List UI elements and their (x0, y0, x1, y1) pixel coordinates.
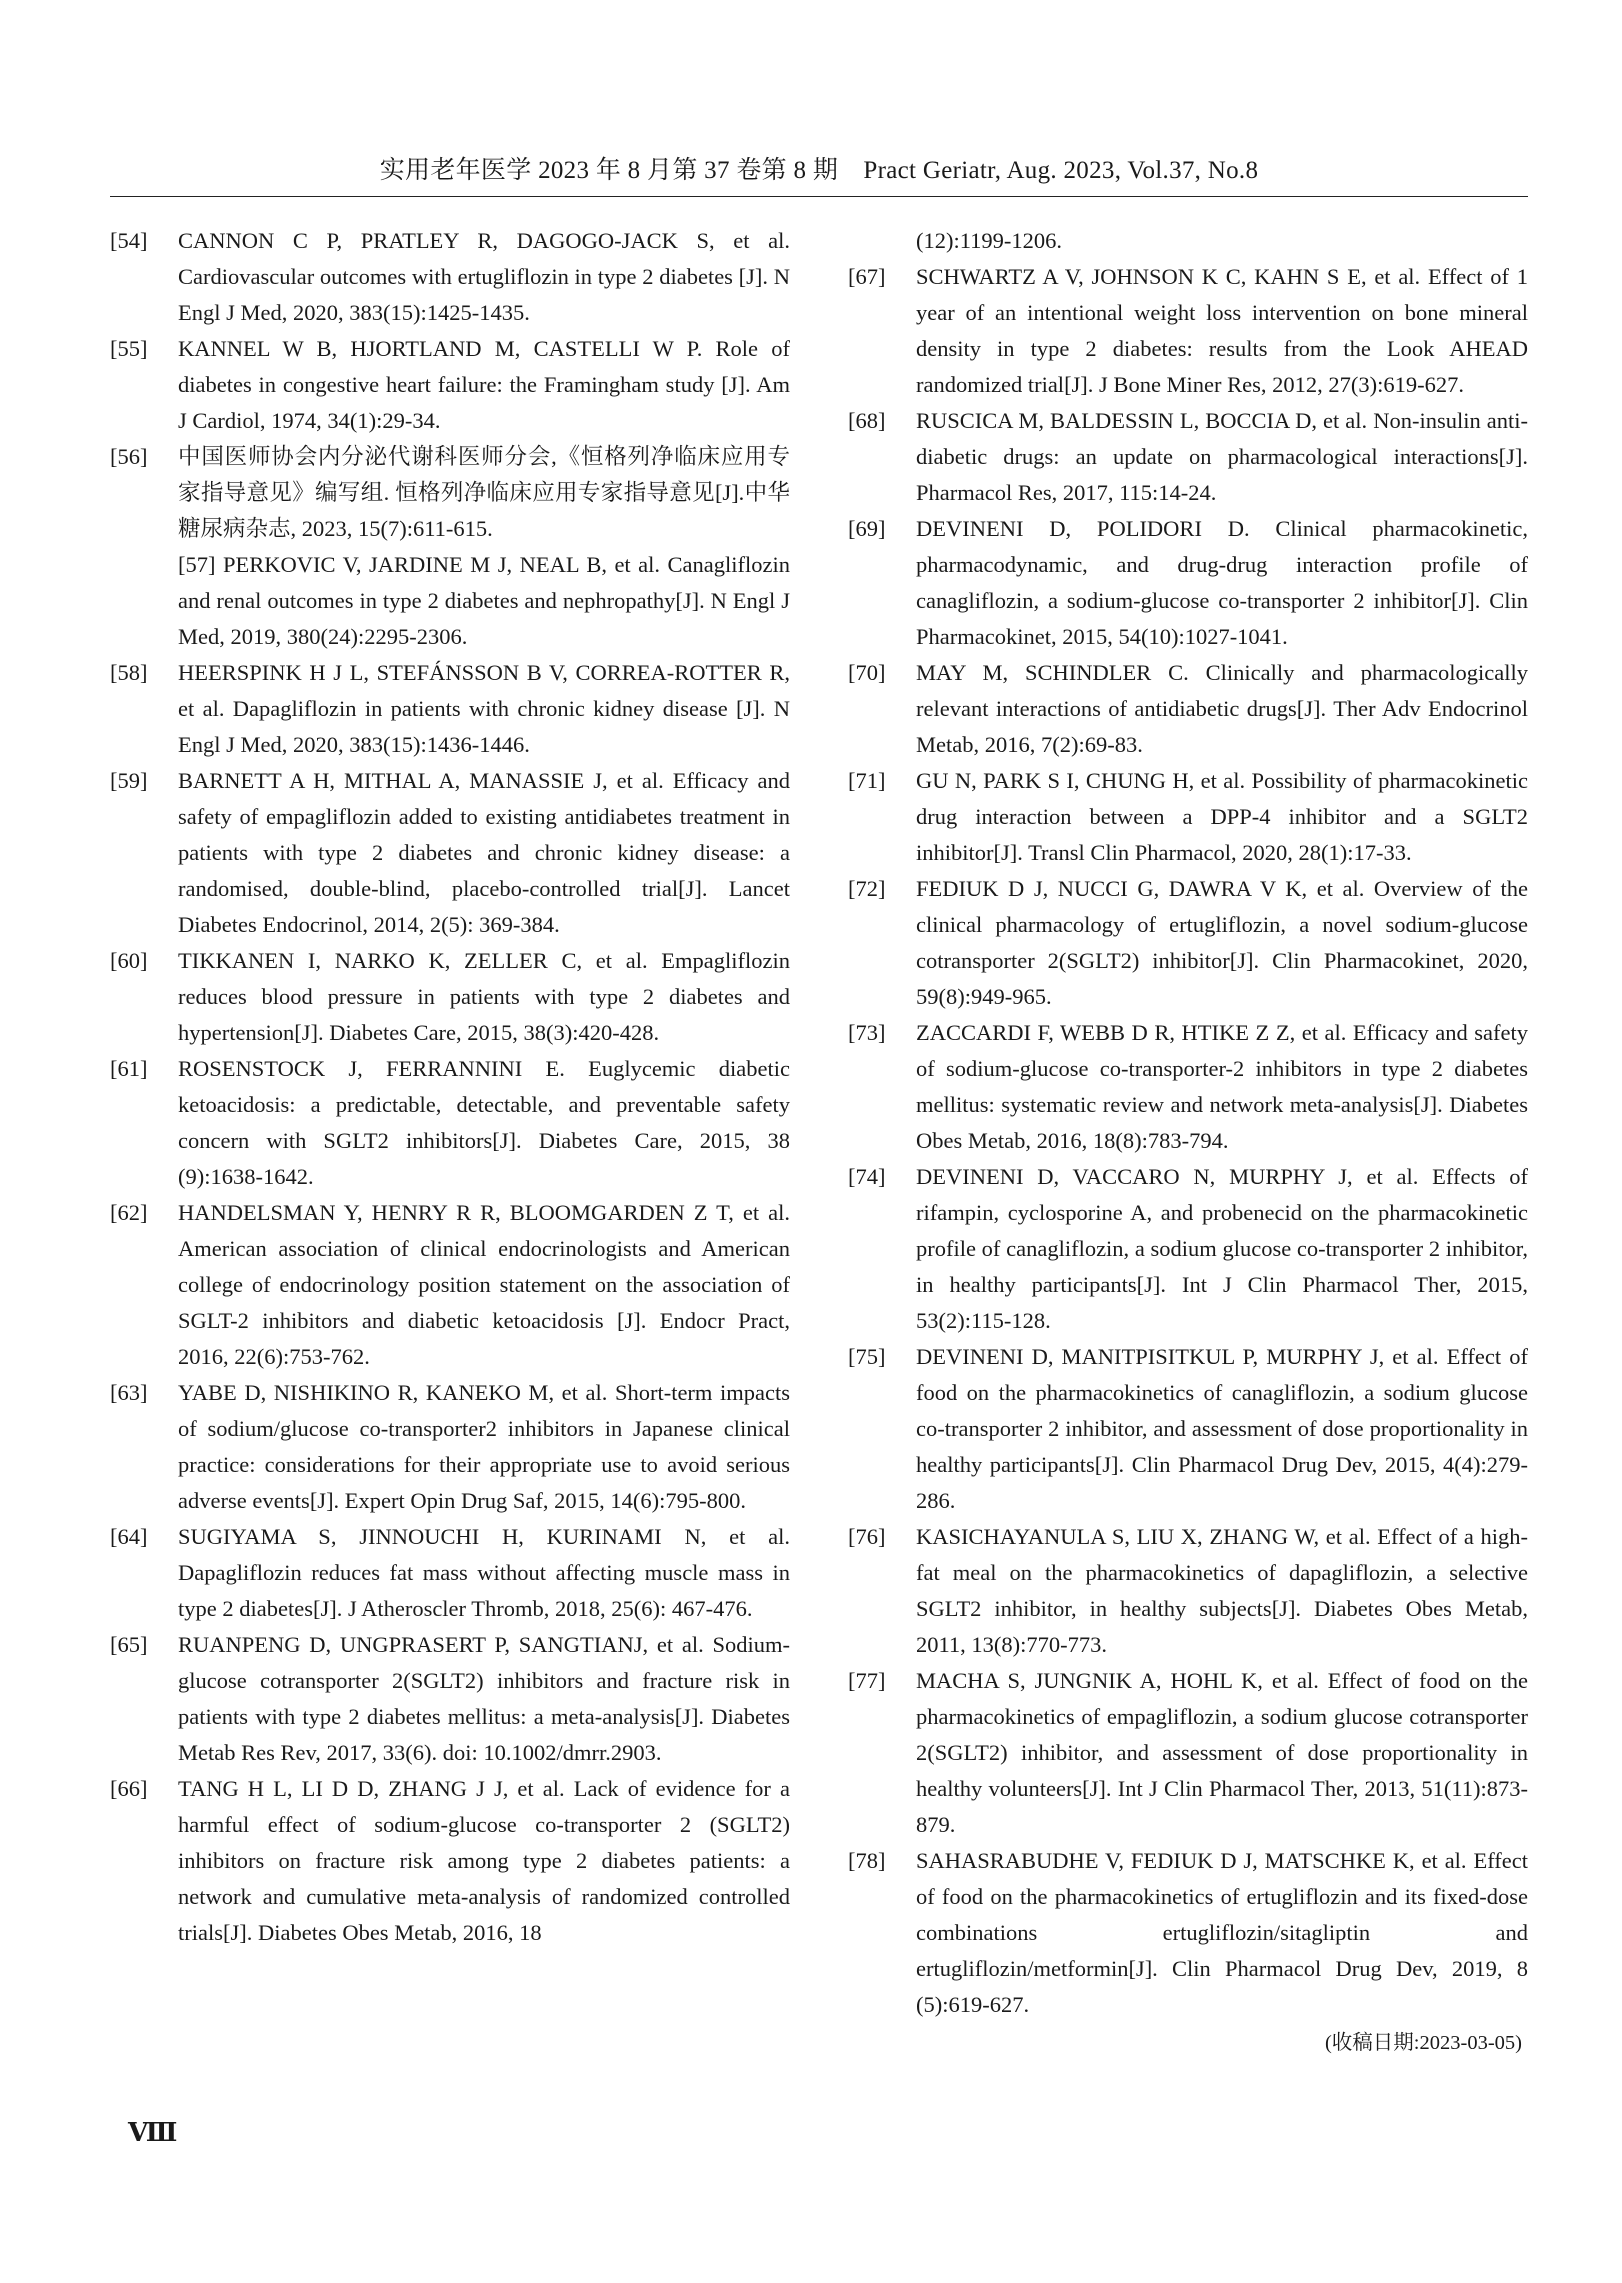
reference-text: SUGIYAMA S, JINNOUCHI H, KURINAMI N, et al. Dapagliflozin reduces fat mass without affecting muscle mass in type 2 diabetes[J]. J Atheroscler Thromb, 2018, 25(6): 467-476. (178, 1524, 790, 1621)
reference-text: HEERSPINK H J L, STEFÁNSSON B V, CORREA-ROTTER R, et al. Dapagliflozin in patients with chronic kidney disease [J]. N Engl J Med, 2020, 383(15):1436-1446. (178, 660, 790, 757)
reference-item (848, 1843, 1528, 2023)
right-reference-list (848, 223, 1528, 2023)
reference-number: [75] (848, 1344, 886, 1369)
reference-item (848, 259, 1528, 403)
reference-text: DEVINENI D, MANITPISITKUL P, MURPHY J, et al. Effect of food on the pharmacokinetics of canagliflozin, a sodium glucose co-transporter 2 inhibitor, and assessment of dose proportionality in healthy participants[J]. Clin Pharmacol Drug Dev, 2015, 4(4):279-286. (916, 1344, 1528, 1513)
reference-text: 中国医师协会内分泌代谢科医师分会,《恒格列净临床应用专家指导意见》编写组. 恒格列净临床应用专家指导意见[J].中华糖尿病杂志, 2023, 15(7):611-615. (178, 444, 790, 541)
reference-item (848, 223, 1528, 259)
reference-number: [63] (110, 1380, 148, 1405)
reference-text: BARNETT A H, MITHAL A, MANASSIE J, et al. Efficacy and safety of empagliflozin added to existing antidiabetes treatment in patients with type 2 diabetes and chronic kidney disease: a randomised, double-blind, placebo-controlled trial[J]. Lancet Diabetes Endocrinol, 2014, 2(5): 369-384. (178, 768, 790, 937)
reference-item (848, 1663, 1528, 1843)
reference-text: DEVINENI D, POLIDORI D. Clinical pharmacokinetic, pharmacodynamic, and drug-drug interaction profile of canagliflozin, a sodium-glucose co-transporter 2 inhibitor[J]. Clin Pharmacokinet, 2015, 54(10):1027-1041. (916, 516, 1528, 649)
reference-number: [60] (110, 948, 148, 973)
reference-number: [65] (110, 1632, 148, 1657)
received-date: (收稿日期:2023-03-05) (1324, 2032, 1522, 2054)
reference-item (110, 655, 790, 763)
reference-item (110, 331, 790, 439)
reference-item (110, 1051, 790, 1195)
reference-text: HANDELSMAN Y, HENRY R R, BLOOMGARDEN Z T, et al. American association of clinical endocrinologists and American college of endocrinology position statement on the association of SGLT-2 inhibitors and diabetic ketoacidosis [J]. Endocr Pract, 2016, 22(6):753-762. (178, 1200, 790, 1369)
reference-number: [71] (848, 768, 886, 793)
reference-item (848, 1339, 1528, 1519)
reference-item (110, 1519, 790, 1627)
reference-text: RUANPENG D, UNGPRASERT P, SANGTIANJ, et al. Sodium-glucose cotransporter 2(SGLT2) inhibitors and fracture risk in patients with type 2 diabetes mellitus: a meta-analysis[J]. Diabetes Metab Res Rev, 2017, 33(6). doi: 10.1002/dmrr.2903. (178, 1632, 790, 1765)
running-header: 实用老年医学 2023 年 8 月第 37 卷第 8 期 Pract Geriatr, Aug. 2023, Vol.37, No.8 (379, 157, 1259, 184)
reference-number: [69] (848, 516, 886, 541)
reference-item (110, 1195, 790, 1375)
reference-item (848, 763, 1528, 871)
reference-number: [58] (110, 660, 148, 685)
reference-number: [64] (110, 1524, 148, 1549)
reference-item (110, 1375, 790, 1519)
reference-item (110, 547, 790, 655)
reference-number: [59] (110, 768, 148, 793)
page-number: Ⅷ (128, 2118, 177, 2147)
reference-number: [78] (848, 1848, 886, 1873)
reference-item (110, 943, 790, 1051)
reference-number: [67] (848, 264, 886, 289)
reference-number: [55] (110, 336, 148, 361)
reference-text: MACHA S, JUNGNIK A, HOHL K, et al. Effect of food on the pharmacokinetics of empagliflozin, a sodium glucose cotransporter 2(SGLT2) inhibitor, and assessment of dose proportionality in healthy volunteers[J]. Int J Clin Pharmacol Ther, 2013, 51(11):873-879. (916, 1668, 1528, 1837)
reference-number: [66] (110, 1776, 148, 1801)
reference-text: KANNEL W B, HJORTLAND M, CASTELLI W P. Role of diabetes in congestive heart failure: the Framingham study [J]. Am J Cardiol, 1974, 34(1):29-34. (178, 336, 790, 433)
reference-item (110, 439, 790, 547)
reference-item (110, 763, 790, 943)
reference-text: [57] PERKOVIC V, JARDINE M J, NEAL B, et al. Canagliflozin and renal outcomes in type 2 diabetes and nephropathy[J]. N Engl J Med, 2019, 380(24):2295-2306. (178, 552, 790, 649)
reference-number: [56] (110, 444, 148, 469)
reference-text: CANNON C P, PRATLEY R, DAGOGO-JACK S, et al. Cardiovascular outcomes with ertugliflozin in type 2 diabetes [J]. N Engl J Med, 2020, 383(15):1425-1435. (178, 228, 790, 325)
left-reference-column (110, 223, 790, 1951)
reference-number: [74] (848, 1164, 886, 1189)
reference-item (848, 871, 1528, 1015)
reference-text: YABE D, NISHIKINO R, KANEKO M, et al. Short-term impacts of sodium/glucose co-transporter2 inhibitors in Japanese clinical practice: considerations for their appropriate use to avoid serious adverse events[J]. Expert Opin Drug Saf, 2015, 14(6):795-800. (178, 1380, 790, 1513)
reference-number: [68] (848, 408, 886, 433)
reference-item (848, 655, 1528, 763)
reference-text: GU N, PARK S I, CHUNG H, et al. Possibility of pharmacokinetic drug interaction between a DPP-4 inhibitor and a SGLT2 inhibitor[J]. Transl Clin Pharmacol, 2020, 28(1):17-33. (916, 768, 1528, 865)
reference-number: [54] (110, 228, 148, 253)
reference-text: KASICHAYANULA S, LIU X, ZHANG W, et al. Effect of a high-fat meal on the pharmacokinetics of dapagliflozin, a selective SGLT2 inhibitor, in healthy subjects[J]. Diabetes Obes Metab, 2011, 13(8):770-773. (916, 1524, 1528, 1657)
reference-number: [62] (110, 1200, 148, 1225)
reference-item (848, 1519, 1528, 1663)
reference-item (110, 1627, 790, 1771)
reference-number: [76] (848, 1524, 886, 1549)
reference-text: TANG H L, LI D D, ZHANG J J, et al. Lack of evidence for a harmful effect of sodium-glucose co-transporter 2 (SGLT2) inhibitors on fracture risk among type 2 diabetes patients: a network and cumulative meta-analysis of randomized controlled trials[J]. Diabetes Obes Metab, 2016, 18 (178, 1776, 790, 1945)
reference-text: RUSCICA M, BALDESSIN L, BOCCIA D, et al. Non-insulin anti-diabetic drugs: an update on pharmacological interactions[J]. Pharmacol Res, 2017, 115:14-24. (916, 408, 1528, 505)
reference-text: FEDIUK D J, NUCCI G, DAWRA V K, et al. Overview of the clinical pharmacology of ertugliflozin, a novel sodium-glucose cotransporter 2(SGLT2) inhibitor[J]. Clin Pharmacokinet, 2020, 59(8):949-965. (916, 876, 1528, 1009)
reference-text: TIKKANEN I, NARKO K, ZELLER C, et al. Empagliflozin reduces blood pressure in patients with type 2 diabetes and hypertension[J]. Diabetes Care, 2015, 38(3):420-428. (178, 948, 790, 1045)
reference-item (848, 1159, 1528, 1339)
reference-item (110, 1771, 790, 1951)
reference-item (848, 403, 1528, 511)
reference-number: [72] (848, 876, 886, 901)
reference-number: [70] (848, 660, 886, 685)
reference-item (848, 511, 1528, 655)
reference-item (110, 223, 790, 331)
reference-text: MAY M, SCHINDLER C. Clinically and pharmacologically relevant interactions of antidiabetic drugs[J]. Ther Adv Endocrinol Metab, 2016, 7(2):69-83. (916, 660, 1528, 757)
reference-text: SCHWARTZ A V, JOHNSON K C, KAHN S E, et al. Effect of 1 year of an intentional weight loss intervention on bone mineral density in type 2 diabetes: results from the Look AHEAD randomized trial[J]. J Bone Miner Res, 2012, 27(3):619-627. (916, 264, 1528, 397)
header-rule (110, 196, 1528, 197)
reference-number: [61] (110, 1056, 148, 1081)
reference-number: [77] (848, 1668, 886, 1693)
reference-text: ROSENSTOCK J, FERRANNINI E. Euglycemic diabetic ketoacidosis: a predictable, detectable, and preventable safety concern with SGLT2 inhibitors[J]. Diabetes Care, 2015, 38 (9):1638-1642. (178, 1056, 790, 1189)
reference-text: SAHASRABUDHE V, FEDIUK D J, MATSCHKE K, et al. Effect of food on the pharmacokinetics of ertugliflozin and its fixed-dose combinations ertugliflozin/sitagliptin and ertugliflozin/metformin[J]. Clin Pharmacol Drug Dev, 2019, 8 (5):619-627. (916, 1848, 1528, 2017)
reference-number: [73] (848, 1020, 886, 1045)
reference-item (848, 1015, 1528, 1159)
reference-text: ZACCARDI F, WEBB D R, HTIKE Z Z, et al. Efficacy and safety of sodium-glucose co-transporter-2 inhibitors in type 2 diabetes mellitus: systematic review and network meta-analysis[J]. Diabetes Obes Metab, 2016, 18(8):783-794. (916, 1020, 1528, 1153)
right-reference-column (848, 223, 1528, 2061)
reference-text: DEVINENI D, VACCARO N, MURPHY J, et al. Effects of rifampin, cyclosporine A, and probenecid on the pharmacokinetic profile of canagliflozin, a sodium glucose co-transporter 2 inhibitor, in healthy participants[J]. Int J Clin Pharmacol Ther, 2015, 53(2):115-128. (916, 1164, 1528, 1333)
reference-text: (12):1199-1206. (916, 228, 1063, 253)
